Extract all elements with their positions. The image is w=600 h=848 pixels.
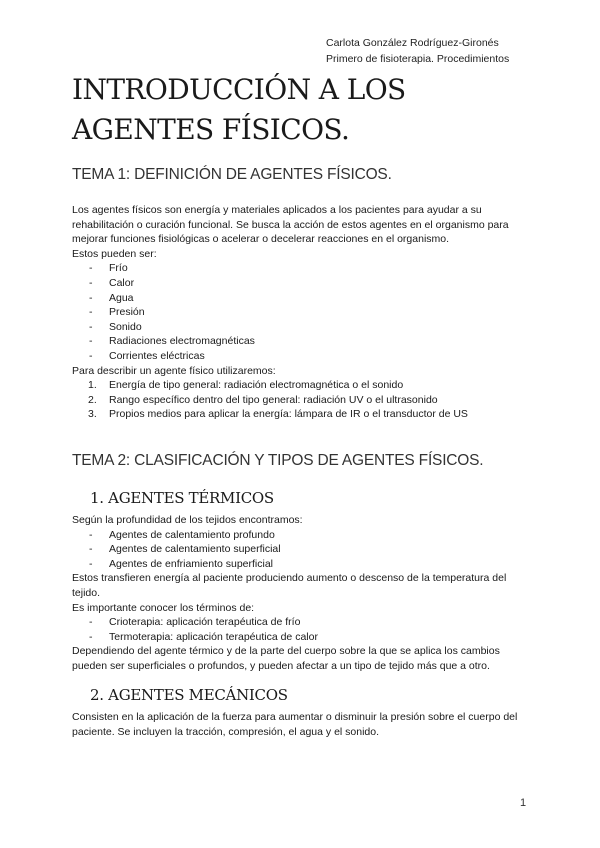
transfer-paragraph: Estos transfieren energía al paciente produciendo aumento o descenso de la temperatura del tejido. [72, 572, 507, 599]
list-item: - Agentes de enfriamiento superficial [89, 557, 274, 570]
agentes-mecanicos-heading: 2. AGENTES MECÁNICOS [90, 686, 288, 704]
list-item: - Calor [89, 276, 135, 289]
tema1-heading: TEMA 1: DEFINICIÓN DE AGENTES FÍSICOS. [72, 166, 392, 183]
tema1-paragraph: Los agentes físicos son energía y materiales aplicados a los pacientes para ayudar a su rehabilitación o curación funcional. Se busca la acción de estos agentes en el organismo para mejorar funciones fisiológicas o acelerar o decelerar reacciones en el organismo. [72, 204, 509, 246]
mecanicos-paragraph: Consisten en la aplicación de la fuerza para aumentar o disminuir la presión sobre el cuerpo del paciente. Se incluyen la tracción, compresión, el agua y el sonido. [72, 711, 518, 738]
list-item: 3. Propios medios para aplicar la energía: lámpara de IR o el transductor de US [88, 408, 468, 421]
page-header [326, 35, 509, 67]
course-name: Primero de fisioterapia. Procedimientos [326, 53, 510, 65]
list-item: - Frío [89, 262, 128, 275]
dash-bullet: - [89, 262, 93, 275]
describe-intro: Para describir un agente físico utilizaremos: [72, 364, 276, 377]
termicos-body [72, 513, 532, 674]
list-item: - Termoterapia: aplicación terapéutica de calor [89, 630, 318, 643]
types-list [72, 261, 532, 363]
list-item: - Crioterapia: aplicación terapéutica de frío [89, 616, 301, 629]
dash-bullet: - [89, 320, 93, 333]
dash-bullet: - [89, 616, 93, 629]
document-title: INTRODUCCIÓN A LOS AGENTES FÍSICOS. [72, 73, 406, 146]
dash-bullet: - [89, 335, 93, 348]
list-item: - Presión [89, 306, 145, 319]
dash-bullet: - [89, 528, 93, 541]
dash-bullet: - [89, 291, 93, 304]
list-item: - Sonido [89, 320, 142, 333]
termicos-intro: Según la profundidad de los tejidos encontramos: [72, 514, 303, 526]
termicos-list [72, 528, 532, 572]
describe-list [72, 378, 532, 422]
agentes-termicos-heading: 1. AGENTES TÉRMICOS [90, 489, 274, 507]
terms-list [72, 615, 532, 644]
dash-bullet: - [89, 306, 93, 319]
list-item: 2. Rango específico dentro del tipo general: radiación UV o el ultrasonido [88, 393, 438, 406]
closing-paragraph: Dependiendo del agente térmico y de la parte del cuerpo sobre la que se aplica los cambios pueden ser superficiales o profundos, y pueden afectar a un tipo de tejido más que a otro. [72, 645, 500, 672]
list-item: - Radiaciones electromagnéticas [89, 335, 255, 348]
list-item: - Corrientes eléctricas [89, 349, 205, 362]
mecanicos-body [72, 710, 532, 739]
dash-bullet: - [89, 349, 93, 362]
author-name: Carlota González Rodríguez-Gironés [326, 37, 499, 49]
list-item: - Agentes de calentamiento profundo [89, 528, 275, 541]
tema2-heading: TEMA 2: CLASIFICACIÓN Y TIPOS DE AGENTES FÍSICOS. [72, 452, 484, 469]
list-item: - Agentes de calentamiento superficial [89, 543, 281, 556]
types-intro: Estos pueden ser: [72, 247, 157, 260]
list-item: - Agua [89, 291, 134, 304]
dash-bullet: - [89, 543, 93, 556]
dash-bullet: - [89, 276, 93, 289]
dash-bullet: - [89, 630, 93, 643]
tema1-body [72, 203, 532, 422]
page-number: 1 [520, 797, 527, 809]
list-item: 1. Energía de tipo general: radiación electromagnética o el sonido [88, 379, 404, 392]
terms-intro: Es importante conocer los términos de: [72, 601, 255, 614]
dash-bullet: - [89, 557, 93, 570]
